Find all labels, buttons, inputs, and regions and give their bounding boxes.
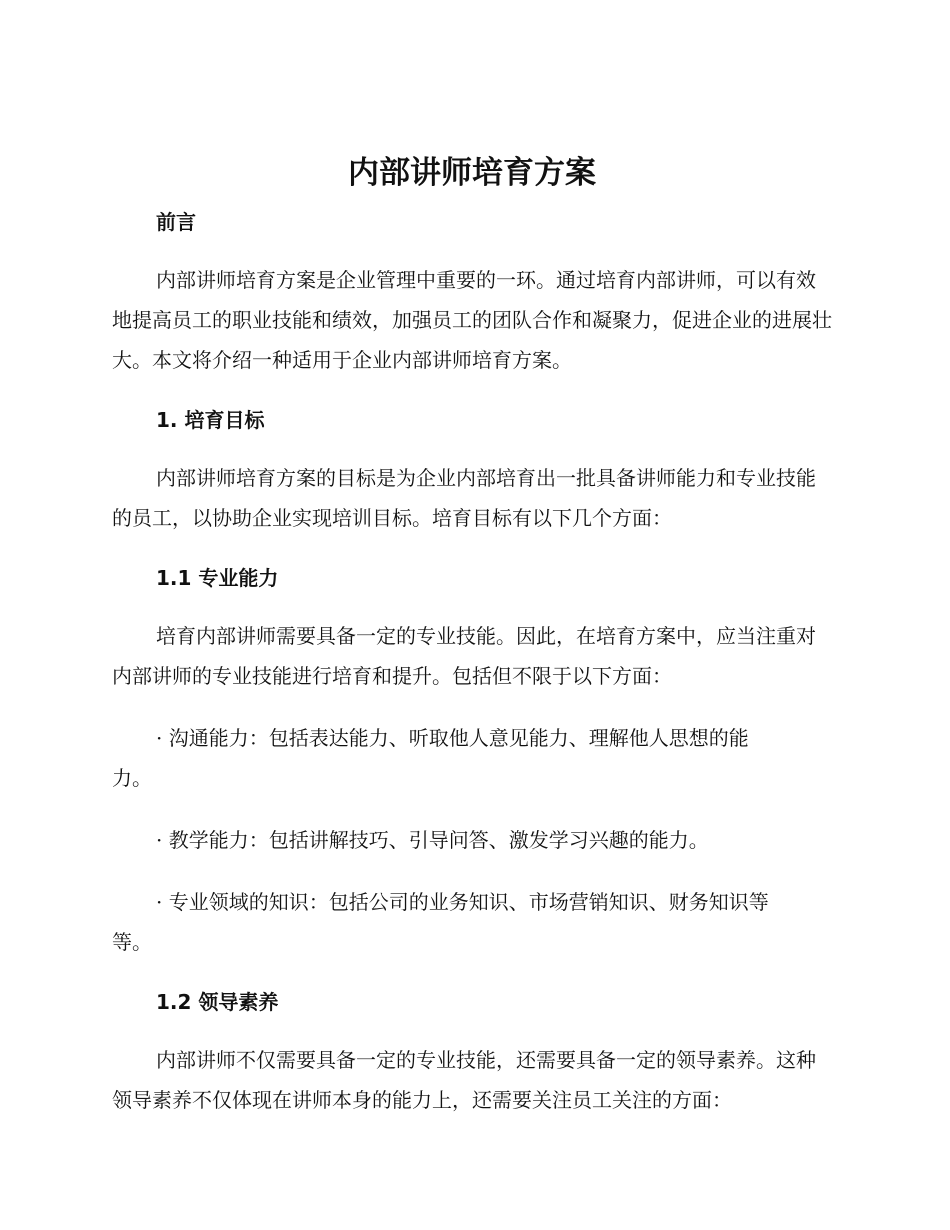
section-heading-goals: 1. 培育目标 bbox=[156, 408, 265, 432]
bullet-text-continued: 力。 bbox=[112, 766, 152, 790]
document-body bbox=[112, 150, 832, 1120]
bullet-item-teaching bbox=[112, 820, 832, 860]
section-heading-leadership: 1.2 领导素养 bbox=[156, 990, 279, 1014]
bullet-text: · 教学能力：包括讲解技巧、引导问答、激发学习兴趣的能力。 bbox=[156, 828, 709, 852]
paragraph-professional: 培育内部讲师需要具备一定的专业技能。因此，在培育方案中，应当注重对内部讲师的专业技能进行培育和提升。包括但不限于以下方面： bbox=[112, 624, 816, 688]
section-heading-professional: 1.1 专业能力 bbox=[156, 566, 279, 590]
bullet-text: · 专业领域的知识：包括公司的业务知识、市场营销知识、财务知识等 bbox=[156, 890, 769, 914]
bullet-item-communication bbox=[112, 718, 832, 798]
document-title: 内部讲师培育方案 bbox=[348, 155, 596, 191]
paragraph-leadership: 内部讲师不仅需要具备一定的专业技能，还需要具备一定的领导素养。这种领导素养不仅体现在讲师本身的能力上，还需要关注员工关注的方面： bbox=[112, 1048, 816, 1112]
bullet-item-domain-knowledge bbox=[112, 882, 832, 962]
section-heading-preface: 前言 bbox=[156, 210, 196, 234]
paragraph-goals: 内部讲师培育方案的目标是为企业内部培育出一批具备讲师能力和专业技能的员工，以协助企业实现培训目标。培育目标有以下几个方面： bbox=[112, 466, 816, 530]
bullet-text-continued: 等。 bbox=[112, 930, 152, 954]
paragraph-preface: 内部讲师培育方案是企业管理中重要的一环。通过培育内部讲师，可以有效地提高员工的职业技能和绩效，加强员工的团队合作和凝聚力，促进企业的进展壮大。本文将介绍一种适用于企业内部讲师培育方案。 bbox=[112, 268, 832, 372]
bullet-text: · 沟通能力：包括表达能力、听取他人意见能力、理解他人思想的能 bbox=[156, 726, 749, 750]
